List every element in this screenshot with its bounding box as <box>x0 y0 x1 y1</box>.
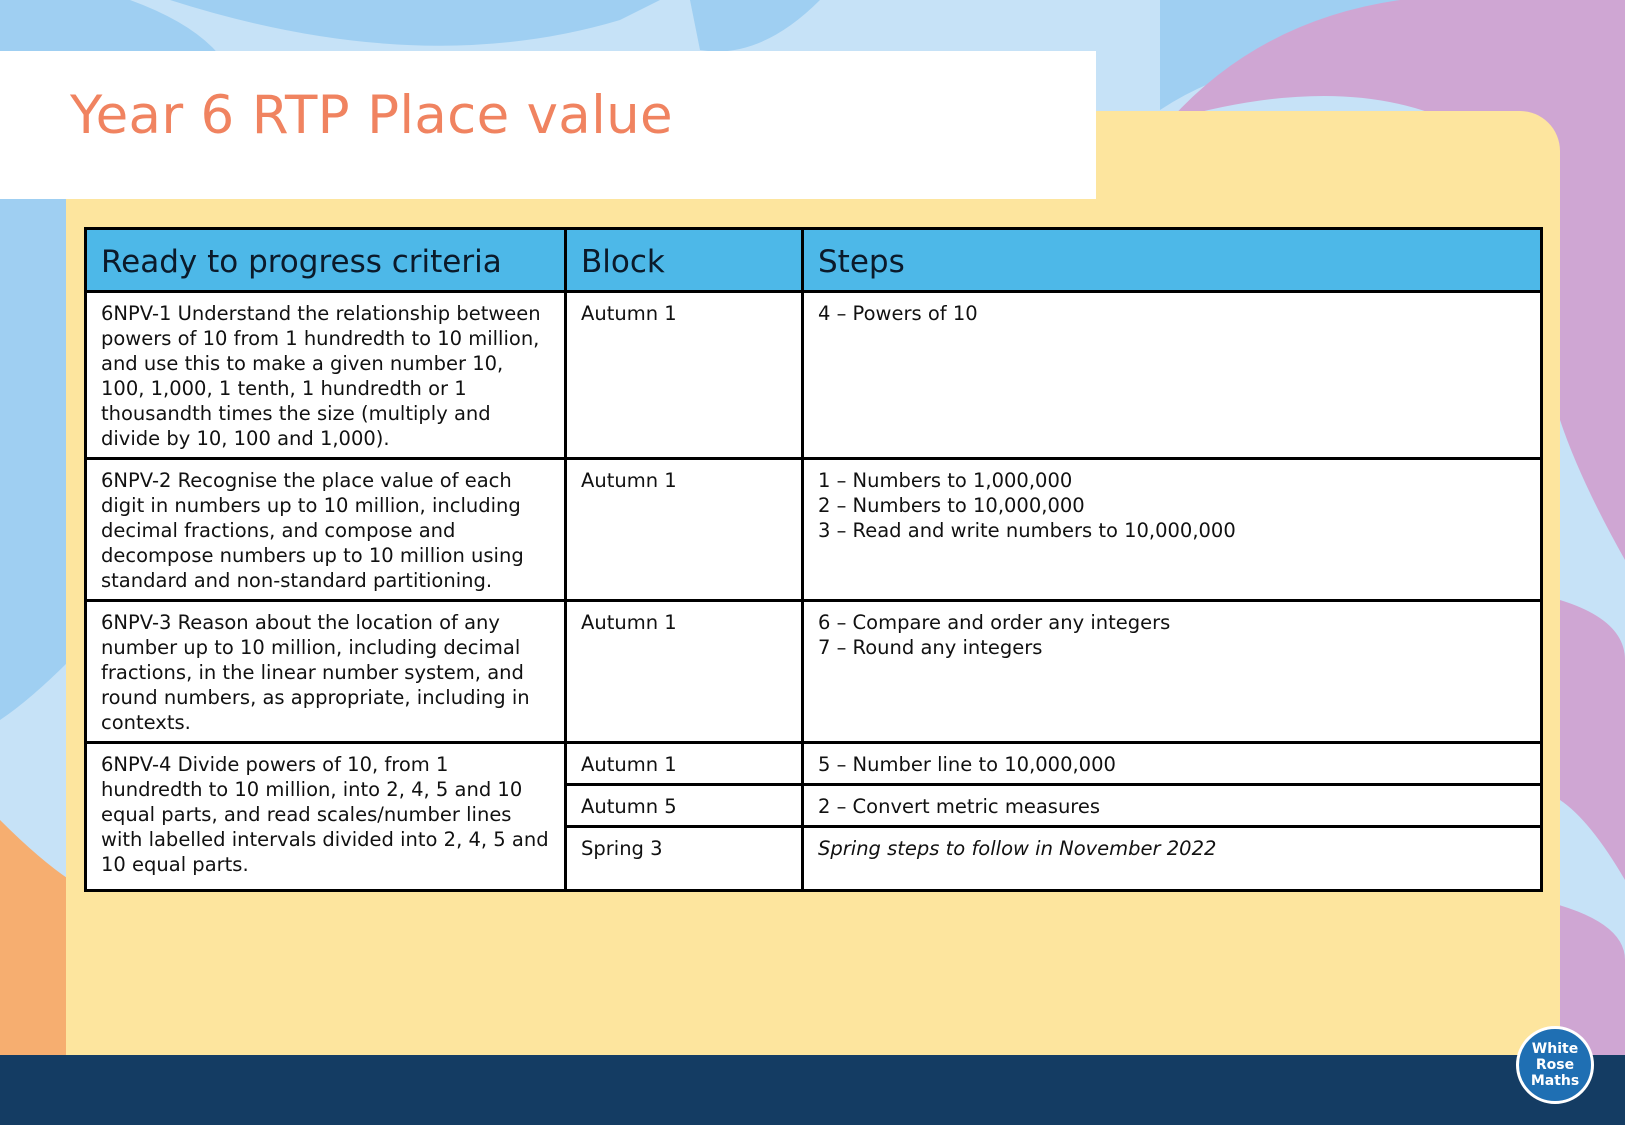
step-item: 1 – Numbers to 1,000,000 <box>818 469 1073 492</box>
footer-bar <box>0 1055 1625 1125</box>
steps-cell: 5 – Number line to 10,000,000 <box>803 743 1542 785</box>
logo-line: Maths <box>1530 1073 1580 1089</box>
table-header-row <box>86 229 1542 292</box>
step-item: 2 – Numbers to 10,000,000 <box>818 494 1085 517</box>
criteria-cell: 6NPV-2 Recognise the place value of each digit in numbers up to 10 million, including decimal fractions, and compose and decompose numbers up to 10 million using standard and non-standard partitioning. <box>86 459 566 601</box>
header-steps: Steps <box>803 229 1542 292</box>
criteria-cell: 6NPV-3 Reason about the location of any number up to 10 million, including decimal fractions, in the linear number system, and round numbers, as appropriate, including in contexts. <box>86 601 566 743</box>
criteria-cell: 6NPV-4 Divide powers of 10, from 1 hundredth to 10 million, into 2, 4, 5 and 10 equal parts, and read scales/number lines with labelled intervals divided into 2, 4, 5 and 10 equal parts. <box>86 743 566 891</box>
step-item: 7 – Round any integers <box>818 636 1043 659</box>
rtp-table <box>84 227 1543 892</box>
steps-cell: Spring steps to follow in November 2022 <box>803 827 1542 891</box>
logo-line: Rose <box>1535 1057 1575 1073</box>
block-cell: Autumn 1 <box>566 743 803 785</box>
table-row <box>86 601 1542 743</box>
table-row <box>86 459 1542 601</box>
criteria-cell: 6NPV-1 Understand the relationship between powers of 10 from 1 hundredth to 10 million, and use this to make a given number 10, 100, 1,000, 1 tenth, 1 hundredth or 1 thousandth times the size (multiply and divide by 10, 100 and 1,000). <box>86 292 566 459</box>
table-row <box>86 292 1542 459</box>
table-row <box>86 743 1542 785</box>
steps-cell: 2 – Convert metric measures <box>803 785 1542 827</box>
steps-cell <box>803 459 1542 601</box>
page-title: Year 6 RTP Place value <box>70 85 673 146</box>
logo-line: White <box>1531 1041 1579 1057</box>
white-rose-maths-logo <box>1516 1026 1594 1104</box>
header-criteria: Ready to progress criteria <box>86 229 566 292</box>
block-cell: Spring 3 <box>566 827 803 891</box>
block-cell: Autumn 1 <box>566 459 803 601</box>
step-item: 6 – Compare and order any integers <box>818 611 1171 634</box>
block-cell: Autumn 5 <box>566 785 803 827</box>
header-block: Block <box>566 229 803 292</box>
steps-cell <box>803 601 1542 743</box>
block-cell: Autumn 1 <box>566 292 803 459</box>
block-cell: Autumn 1 <box>566 601 803 743</box>
step-item: 3 – Read and write numbers to 10,000,000 <box>818 519 1236 542</box>
step-item: 4 – Powers of 10 <box>818 302 978 325</box>
steps-cell <box>803 292 1542 459</box>
